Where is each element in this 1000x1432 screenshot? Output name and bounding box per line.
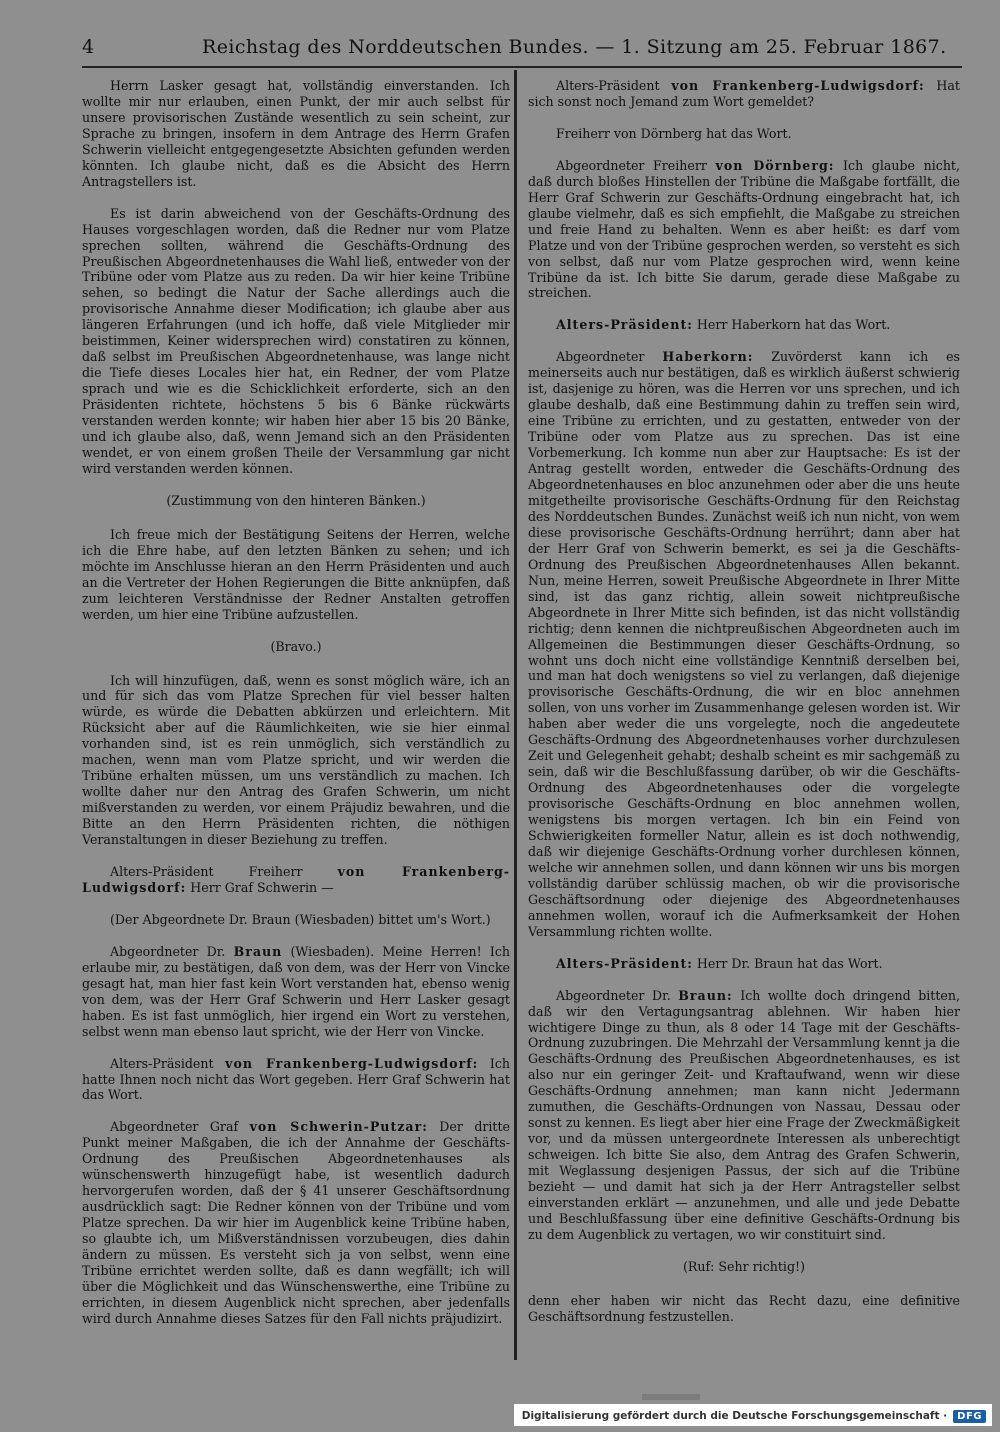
paragraph <box>528 349 960 939</box>
paragraph: (Zustimmung von den hinteren Bänken.) <box>166 492 426 508</box>
header-rule <box>82 66 962 68</box>
speaker-name: Alters-Präsident: <box>556 955 693 971</box>
paragraph <box>528 317 960 333</box>
paragraph <box>82 944 510 1040</box>
speech-text: Hat sich sonst noch Jemand zum Wort gemeldet? <box>528 78 960 109</box>
paragraph <box>82 864 510 896</box>
speaker-title: Abgeordneter Graf <box>110 1119 250 1135</box>
left-column <box>82 78 510 1343</box>
speech-text: Ich hatte Ihnen noch nicht das Wort gegeben. Herr Graf Schwerin hat das Wort. <box>82 1055 510 1103</box>
footer-credit <box>514 1404 992 1426</box>
speech-text: Zuvörderst kann ich es meinerseits auch nur bestätigen, daß es wirklich äußerst schwierig ist, dasjenige zu hören, was die Herren vor uns sprechen, und ich glaube deshalb, daß eine Bestimmung dahin zu treffen sein wird, eine Tribüne zu errichten, und zu gestatten, entweder von der Tribüne oder vom Platze aus zu sprechen. Das ist eine Vorbemerkung. Ich komme nun aber zur Hauptsache: Es ist der Antrag gestellt worden, entweder die Geschäfts-Ordnung des Abgeordnetenhauses en bloc anzunehmen oder aber die uns heute mitgetheilte provisorische Geschäfts-Ordnung für den Reichstag des Norddeutschen Bundes. Zunächst weiß ich nun nicht, von wem diese provisorische Geschäfts-Ordnung herrührt; dann aber hat der Herr Graf von Schwerin bemerkt, es sei ja die Geschäfts-Ordnung des Preußischen Abgeordnetenhauses Allen bekannt. Nun, meine Herren, soweit Preußische Abgeordnete in Ihrer Mitte sind, ist das ganz richtig, allein soweit nichtpreußische Abgeordnete in Ihrer Mitte sich befinden, ist das nicht vollständig richtig; denn kennen die nichtpreußischen Abgeordneten auch im Allgemeinen die Bestimmungen dieser Geschäfts-Ordnung, so wohnt uns doch nicht eine vollständige Kenntniß derselben bei, und man hat doch wenigstens so viel zu verlangen, daß diejenige provisorische Geschäfts-Ordnung, die wir en bloc annehmen sollen, von uns vorher im Zusammenhange gelesen worden ist. Wir haben aber weder die uns vorgelegte, noch die angedeutete Geschäfts-Ordnung des Abgeordnetenhauses vorher durchzulesen Zeit und Gelegenheit gehabt; deshalb scheint es mir sachgemäß zu sein, daß wir die Beschlußfassung darüber, ob wir die Geschäfts-Ordnung des Abgeordnetenhauses oder die vorgelegte provisorische Geschäfts-Ordnung en bloc annehmen wollen, wenigstens bis morgen vertagen. Ich bin ein Feind von Schwierigkeiten formeller Natur, allein es ist doch nothwendig, daß wir diejenige Geschäfts-Ordnung vorher durchlesen können, welche wir annehmen sollen, und dann können wir uns bis morgen vollständig darüber schlüssig machen, ob wir die provisorische Geschäftsordnung oder diejenige des Abgeordnetenhauses annehmen wollen, worauf ich die Aufmerksamkeit der Hohen Versammlung richten wollte. <box>528 349 961 939</box>
footer-text: Digitalisierung gefördert durch die Deutsche Forschungsgemeinschaft · <box>521 1410 948 1422</box>
speaker-title: Abgeordneter Freiherr <box>556 157 716 173</box>
paragraph <box>528 158 960 302</box>
paragraph <box>528 78 960 110</box>
page-number: 4 <box>82 36 95 58</box>
speaker-title: Abgeordneter Dr. <box>110 943 234 959</box>
paragraph: (Der Abgeordnete Dr. Braun (Wiesbaden) bittet um's Wort.) <box>110 911 491 927</box>
speaker-name: von Frankenberg-Ludwigsdorf: <box>225 1055 479 1071</box>
running-title: Reichstag des Norddeutschen Bundes. — 1. Sitzung am 25. Februar 1867. <box>202 36 947 58</box>
speech-text: Herr Haberkorn hat das Wort. <box>692 317 891 333</box>
speech-text: Ich glaube nicht, daß durch bloßes Hinstellen der Tribüne die Maßgabe fortfällt, die Herr Graf Schwerin zur Geschäfts-Ordnung eingebracht hat, ich glaube vielmehr, daß es sich empfiehlt, die Maßgabe zu streichen und freie Hand zu behalten. Wenn es aber heißt: es darf vom Platze und von der Tribüne gesprochen werden, so versteht es sich von selbst, daß nur vom Platze gesprochen wird, wenn keine Tribüne da ist. Ich bitte Sie darum, gerade diese Maßgabe zu streichen. <box>528 157 960 301</box>
speaker-name: Haberkorn: <box>662 349 754 365</box>
paragraph <box>528 956 960 972</box>
paragraph: Ich freue mich der Bestätigung Seitens der Herren, welche ich die Ehre habe, auf den letzten Bänken zu sehen; und ich möchte im Anschlusse hieran an den Herrn Präsidenten und auch an die Vertreter der Hohen Regierungen die Bitte anknüpfen, daß zum leichteren Verständnisse der Redner Anstalten getroffen werden, um hier eine Tribüne aufzustellen. <box>82 526 510 622</box>
speaker-title: Alters-Präsident <box>110 1055 226 1071</box>
print-smudge <box>642 1394 700 1400</box>
speaker-name: Braun: <box>678 987 733 1003</box>
speech-text: (Wiesbaden). Meine Herren! Ich erlaube mir, zu bestätigen, daß von dem, was der Herr von Vincke gesagt hat, man hier fast kein Wort verstanden hat, ebenso wenig von dem, was der Herr Graf Schwerin und Herr Lasker gesagt haben. Es ist fast unmöglich, hier irgend ein Wort zu verstehen, selbst wenn man ebenso laut spricht, wie der Herr von Vincke. <box>82 943 510 1039</box>
paragraph: (Bravo.) <box>270 638 322 654</box>
right-column <box>528 78 960 1341</box>
paragraph: denn eher haben wir nicht das Recht dazu, eine definitive Geschäftsordnung festzustellen. <box>528 1292 960 1324</box>
speech-text: Der dritte Punkt meiner Maßgaben, die ich der Annahme der Geschäfts-Ordnung des Preußischen Abgeordnetenhauses als wünschenswerth hinzugefügt habe, ist wesentlich dadurch hervorgerufen worden, daß der § 41 unserer Geschäftsordnung ausdrücklich sagt: Die Redner können von der Tribüne und vom Platze sprechen. Da wir hier im Augenblick keine Tribüne haben, so glaubte ich, um Mißverständnissen vorzubeugen, dies dahin ändern zu müssen. Es versteht sich ja von selbst, wenn eine Tribüne errichtet werden sollte, daß es dann wegfällt; ich will über die Möglichkeit und das Wünschenswerthe, eine Tribüne zu errichten, in diesem Augenblick nicht sprechen, aber jedenfalls wird durch Annahme dieses Satzes für den Fall nichts präjudizirt. <box>82 1119 510 1326</box>
speaker-name: Braun <box>233 943 283 959</box>
paragraph: Freiherr von Dörnberg hat das Wort. <box>556 125 792 141</box>
paragraph <box>528 988 960 1243</box>
dfg-logo-icon: DFG <box>953 1410 986 1423</box>
column-divider <box>514 70 517 1360</box>
paragraph <box>82 1119 510 1326</box>
paragraph: Herrn Lasker gesagt hat, vollständig einverstanden. Ich wollte mir nur erlauben, einen Punkt, der mir auch selbst für unsere provisorischen Zustände wesentlich zu sein scheint, zur Sprache zu bringen, insofern in dem Antrage des Herrn Grafen Schwerin vielleicht entgegengesetzte Absichten gefunden werden könnten. Ich glaube nicht, daß es die Absicht des Herrn Antragstellers ist. <box>82 78 510 189</box>
speech-text: Herr Graf Schwerin — <box>186 879 334 895</box>
speaker-title: Alters-Präsident Freiherr <box>110 863 338 879</box>
paragraph: (Ruf: Sehr richtig!) <box>683 1258 805 1274</box>
speaker-title: Abgeordneter <box>556 349 663 365</box>
speech-text: Herr Dr. Braun hat das Wort. <box>692 955 883 971</box>
page-header <box>82 36 962 64</box>
speaker-title: Alters-Präsident <box>556 78 672 93</box>
speaker-name: von Frankenberg-Ludwigsdorf: <box>671 78 925 93</box>
speaker-title: Abgeordneter Dr. <box>556 987 679 1003</box>
speaker-name: von Dörnberg: <box>715 157 835 173</box>
speech-text: Ich wollte doch dringend bitten, daß wir den Vertagungsantrag ablehnen. Wir haben hier wichtigere Dinge zu thun, als 8 oder 14 Tage mit der Geschäfts-Ordnung zuzubringen. Die Mehrzahl der Versammlung kennt ja die Geschäfts-Ordnung des Preußischen Abgeordnetenhauses, es ist also nur ein geringer Zeit- und Kraftaufwand, wenn wir diese Geschäfts-Ordnung annehmen; man kann nicht Jedermann zumuthen, die Geschäfts-Ordnungen von Nassau, Dessau oder sonst zu kennen. Es liegt aber hier eine Frage der Zweckmäßigkeit vor, und da müssen untergeordnete Interessen als unberechtigt schweigen. Ich bitte Sie also, dem Antrag des Grafen Schwerin, mit Weglassung desjenigen Passus, der sich auf die Tribüne bezieht — und damit hat sich ja der Herr Antragsteller selbst einverstanden erklärt — anzunehmen, und alle und jede Debatte und Beschlußfassung über eine definitive Geschäfts-Ordnung bis zu dem Augenblick zu vertagen, wo wir constituirt sind. <box>528 987 960 1242</box>
speaker-name: von Schwerin-Putzar: <box>249 1119 428 1135</box>
speaker-name: Alters-Präsident: <box>556 317 693 333</box>
speaker-name: von Frankenberg-Ludwigsdorf: <box>82 863 510 895</box>
paragraph: Ich will hinzufügen, daß, wenn es sonst möglich wäre, ich an und für sich das vom Platze Sprechen für viel besser halten würde, es würde die Debatten abkürzen und erleichtern. Mit Rücksicht aber auf die Räumlichkeiten, wie sie hier einmal vorhanden sind, ist es rein unmöglich, sich verständlich zu machen, wenn man vom Platze spricht, und wir werden die Tribüne erhalten müssen, um uns verständlich zu machen. Ich wollte daher nur den Antrag des Grafen Schwerin, um nicht mißverstanden zu werden, vor einem Präjudiz bewahren, und die Bitte an den Herrn Präsidenten richten, die nöthigen Veranstaltungen in dieser Beziehung zu treffen. <box>82 672 510 848</box>
paragraph: Es ist darin abweichend von der Geschäfts-Ordnung des Hauses vorgeschlagen worden, daß die Redner nur vom Platze sprechen sollten, während die Geschäfts-Ordnung des Preußischen Abgeordnetenhauses die Wahl ließ, entweder von der Tribüne oder vom Platze aus zu reden. Da wir hier keine Tribüne sehen, so bedingt die Natur der Sache allerdings auch die provisorische Annahme dieser Modification; ich glaube aber aus längeren Erfahrungen (und ich hoffe, daß viele Mitglieder mir beistimmen, Keiner widersprechen wird) constatiren zu können, daß selbst im Preußischen Abgeordnetenhause, was lange nicht die Tiefe dieses Locales hier hat, ein Redner, der vom Platze sprach und wie es die Schicklichkeit erforderte, sich an den Präsidenten richtete, höchstens 5 bis 6 Bänke rückwärts verstanden werden konnte; wir haben hier aber 15 bis 20 Bänke, und ich glaube also, daß, wenn Jemand sich an den Präsidenten wendet, er von einem großen Theile der Versammlung gar nicht wird verstanden werden können. <box>82 205 510 476</box>
paragraph <box>82 1056 510 1104</box>
